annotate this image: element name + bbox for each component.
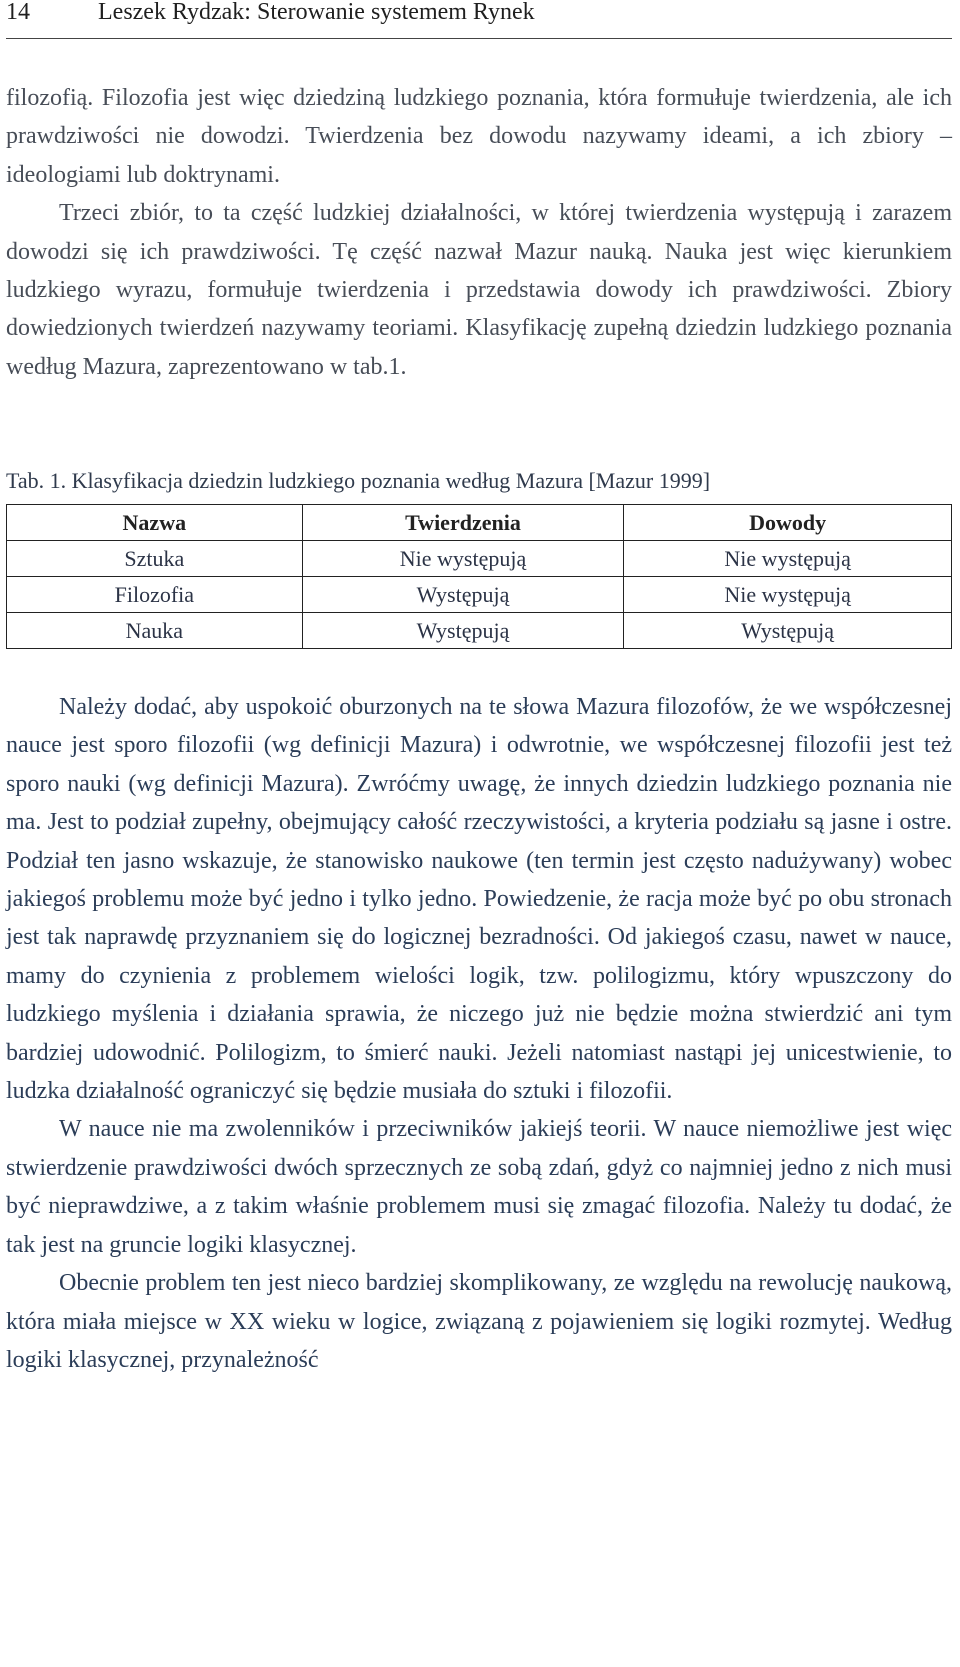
table-cell: Sztuka (7, 541, 303, 577)
classification-table (6, 504, 952, 649)
table-row (7, 541, 952, 577)
column-header-nazwa: Nazwa (7, 505, 303, 541)
table-cell: Nie występują (624, 541, 952, 577)
page-number: 14 (6, 0, 30, 25)
table-cell: Nie występują (302, 541, 624, 577)
intro-text (6, 79, 952, 386)
paragraph-polilogizm: Należy dodać, aby uspokoić oburzonych na te słowa Mazura filozofów, że we współczesnej nauce jest sporo filozofii (wg definicji Mazura) i odwrotnie, we współczesnej filozofii jest też sporo nauki (wg definicji Mazura). Zwróćmy uwagę, że innych dziedzin ludzkiego poznania nie ma. Jest to podział zupełny, obejmujący całość rzeczywistości, a kryteria podziału są jasne i ostre. Podział ten jasno wskazuje, że stanowisko naukowe (ten termin jest często nadużywany) wobec jakiegoś problemu może być jedno i tylko jedno. Powiedzenie, że racja może być po obu stronach jest tak naprawdę przyznaniem się do logicznej bezradności. Od jakiegoś czasu, nawet w nauce, mamy do czynienia z problemem wielości logik, tzw. polilogizmu, który wpuszczony do ludzkiego myślenia i działania sprawia, że niczego już nie będzie można stwierdzić ani tym bardziej udowodnić. Polilogizm, to śmierć nauki. Jeżeli natomiast nastąpi jej unicestwienie, to ludzka działalność ograniczyć się będzie musiała do sztuki i filozofii. (6, 694, 952, 1105)
running-header-title: Leszek Rydzak: Sterowanie systemem Rynek (98, 0, 535, 25)
table-cell: Nie występują (624, 577, 952, 613)
running-header (6, 0, 952, 39)
table-cell: Występują (302, 613, 624, 649)
table-cell: Występują (624, 613, 952, 649)
table-cell: Nauka (7, 613, 303, 649)
table-caption: Tab. 1. Klasyfikacja dziedzin ludzkiego poznania według Mazura [Mazur 1999] (6, 468, 711, 493)
main-text (6, 688, 952, 1379)
paragraph-nauka-definition: Trzeci zbiór, to ta część ludzkiej działalności, w której twierdzenia występują i zarazem dowodzi się ich prawdziwości. Tę część nazwał Mazur nauką. Nauka jest więc kierunkiem ludzkiego wyrazu, formułuje twierdzenia i przedstawia dowody ich prawdziwości. Zbiory dowiedzionych twierdzeń nazywamy teoriami. Klasyfikację zupełną dziedzin ludzkiego poznania według Mazura, zaprezentowano w tab.1. (6, 200, 952, 380)
paragraph-logika-rozmyta: Obecnie problem ten jest nieco bardziej skomplikowany, ze względu na rewolucję naukową, która miała miejsce w XX wieku w logice, związaną z pojawieniem się logiki rozmytej. Według logiki klasycznej, przynależność (6, 1270, 952, 1373)
paragraph-continuation: filozofią. Filozofia jest więc dziedziną ludzkiego poznania, która formułuje twierdzenia, ale ich prawdziwości nie dowodzi. Twierdzenia bez dowodu nazywamy ideami, a ich zbiory – ideologiami lub doktrynami. (6, 85, 952, 188)
column-header-twierdzenia: Twierdzenia (302, 505, 624, 541)
table-row (7, 613, 952, 649)
table-row (7, 577, 952, 613)
column-header-dowody: Dowody (624, 505, 952, 541)
table-cell: Występują (302, 577, 624, 613)
table-header-row (7, 505, 952, 541)
paragraph-zwolennicy: W nauce nie ma zwolenników i przeciwników jakiejś teorii. W nauce niemożliwe jest więc stwierdzenie prawdziwości dwóch sprzecznych ze sobą zdań, gdyż co najmniej jedno z nich musi być nieprawdziwe, a z takim właśnie problemem musi się zmagać filozofia. Należy tu dodać, że tak jest na gruncie logiki klasycznej. (6, 1116, 952, 1258)
table-cell: Filozofia (7, 577, 303, 613)
